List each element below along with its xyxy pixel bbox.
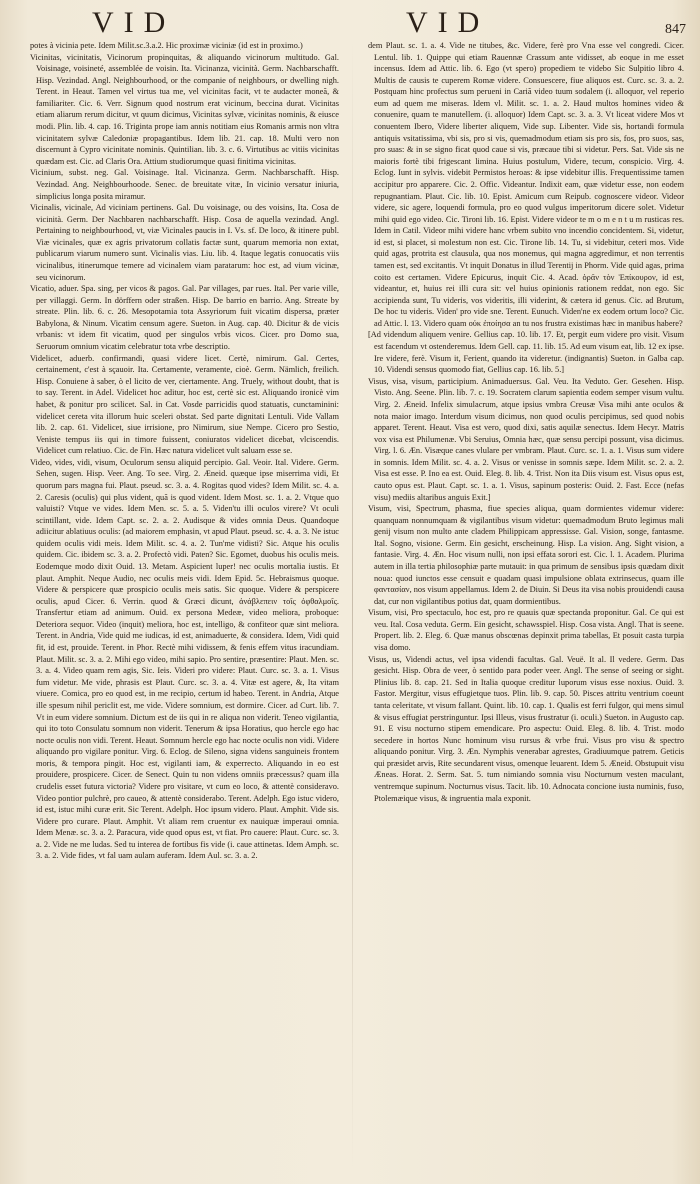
entry-paragraph: potes à vicinia pete. Idem Milit.sc.3.a.2. Hic proximæ viciniæ (id est in proximo.) [30, 41, 303, 50]
entry-paragraph: Vicinitas, vicinitatis, Vicinorum propinquitas, & aliquando vicinorum multitudo. Gal. Voisinage, voisineté, assemblée de voisin. Ita. Vicinanza, vicinità. Germ. Nachbarschafft. Hisp. Vezindad. Angl. Neighbourhood, or the companie of neighbours, or dwelling nigh. Terent. in Heaut. Tamen vel virtus tua me, vel vicinitas facit, vt te audacter moneã, & familiariter. Cic. 6. Verr. Signum quod nostrum erat vicinum, beccina durat. Vicinitas etiam aliarum rerum dicitur, vt quum dicimus, Vicinitas sylvæ, vicinitas nominis, & eiusce modi. Plin. lib. 4. cap. 16. Triginta prope iam annis notitiam eius Romanis armis non vltra vicinitatem sylvæ Caledoniæ propagantibus. Idem lib. 21. cap. 18. Multi vero non discernunt à Cypro vicinitate nominis. Quintilian. lib. 3. c. 6. Virtutibus ac vitiis vicinitas quædam est. Cic. ad Claris Ora. Attium studiorumque quasi finitima vicinitas. [30, 52, 339, 166]
entry-paragraph: Vicinalis, vicinale, Ad viciniam pertinens. Gal. Du voisinage, ou des voisins, Ita. Cosa de vicinità. Germ. Der Nachbaren nachbarschafft. Hisp. Cosa de aquella vezindad. Angl. Pertaining to neighbourhood, vt, viæ Vicinales paucis in I. Vs. sf. De loco, & itinere publ. Viæ vicinales, quæ ex agris privatorum collatis factæ sunt, quarum memoria non extat, publicarum viarum numero sunt. Vicinalis vias. Liu. lib. 4. Itaque legatis conuocatis viis vicinalibus, itinerumque temere ad vicinalem viam paratarum: hoc est, ad vium vicinæ, seu vicinorum. [30, 203, 339, 282]
entry-paragraph: Visum, visi, Spectrum, phasma, fiue species aliqua, quam dormientes videmur videre: quanquam nonnumquam & vigilantibus visum videtur: quemadmodum Bruto legimus mali genij visum non multo ante cladem Philippicam appressisse. Gal. Vision, songe, fantasme. Ital. Sogno, visione. Germ. Ein gesicht, erscheinung. Hisp. La vision. Ang. Sight vision, a fantasie. Virg. 4. Æn. Hoc visum nulli, non ipsi effata sorori est. Cic. l. 1. Academ. Plurima autem in illa tertia philosophiæ parte mutauit: in qua primum de sensibus ipsis quædam dixit noua: quod iunctos esse censuit e quadam quasi impulsione oblata extrinsecus, quam ille φαντασίαν, nos visum appellamus. Idem 2. de Diuin. Si Deus ita visa nobis prouidendi causa dat, cur non vigilantibus potius dat, quam dormientibus. [368, 504, 684, 606]
entry-paragraph: Vicatio, aduer. Spa. sing, per vicos & pagos. Gal. Par villages, par rues. Ital. Per varie ville, per villaggi. Germ. In dörffern oder straßen. Hisp. De barrio en barrio. Ang. Streate by streate. Plin. lib. 6. c. 26. Mesopotamia tota Assyriorum fuit vicatim dispersa, præter Babylona, & Ninum. Vicatim censum agere. Sueton. in Aug. cap. 40. Dicitur & de vicis vrbanis: vt idem fit vicatim, quod per singulos vrbis vicos. Cicer. pro Domo sua, Seruorum omnium vicatim celebratur tota vrbe descriptio. [30, 284, 339, 352]
entry-paragraph: dem Plaut. sc. 1. a. 4. Vide ne titubes, &c. Videre, ferè pro Vna esse vel congredi. Cicer. Lentul. lib. 1. Quippe qui etiam Rauennæ Crassum ante vidisset, ab eoque in me esset incensus. Idem ad Attic. lib. 6. Ego (vt spero) propediem te videbo Sic Sulpitio libro 4. Multis de causis te cuperem Romæ videre. Consuescere, fiue aliquos est. Curc. sc. 3. a. 2. Postquam hinc profectus sum perueni in Cariã video tuum sodalem (i. alloquor, vel reperio eum ad quem me miseras. Idem vl. Milit. sc. 1. a. 2. Haud multos homines video & conuenire, quam te manutellem. (i. alloquor) Idem Capt. sc. 3. a. 3. Vt liceat videre Mos vt conuentem Ibero, Videre liberter aliquem, Vide sup. Libenter. Vide sis, hortandi formula antiquis vsitatissima, vbi sis, pro si vis, quemadmodum etiam sis pro sis, fos, pro suos, sas, pro suas: & in se signo ficat quod caue si vis, præcaue tibi si videtur. Pers. Sat. Vide sis ne maioris fortè tibi frigescant limina. Huius postulum, Videre, tecum, conspicio. Virg. 4. Eclog. Iunt in sylvis. videbit Permistos heroas: & ipse videbitur illis. Frequentissime tamen accipitur pro apparere. Cic. 2. Offic. Videantur. Indixit eam, quæ videtur esse, non eodem repugnantiam. Plaut. Cic. lib. 10. Epist. Amicum cum Reipub. cognoscere videor. Videor videre, sic agere, loquendi formula, pro eo quod vulgus imperitorum dicere solet. Videtur mihi quid ego video. Cic. Tironi lib. 16. Epist. Videre videor te m o m e n t u m rusticas res. Idem in Catil. Videor mihi videre hanc vrbem subito vno incendio concidentem. Si, videtur, id est, si placet, si molestum non est. Cic. Tirone lib. 14. Tu, si videbitur, ceteri mos. Vide quid agas, protrita est clausula, qua nos monemus, qui magna aggredimur, et non terrentis tamen est, sed excitantis. Vt inquit Donatus in illud Terentij in Phorm. Vide quid agas, prima coito est certamen. Videre Epicurus, inquit Cic. 4. Acad. ὁρᾶν τὸν Ἐπίκουρον, id est, videantur, et, huius rei illi cura sit: vel huius opinionis rationem reddat, non ego. Sic accipienda sunt, Tu videris, vos videritis, illi viderint, & cætera id genus. Cic. ad Brutum, De hoc tu videris. Viden' pro vide sne. Terent. Eunuch. Viden'ne ex eodem ortum loco? Cic. ad Attic. l. 13. Videro quam οὐκ ἐποίησα an tu nos frustra existimas hæc in manibus habere? [368, 41, 684, 328]
entry-paragraph: Visus, us, Videndi actus, vel ipsa videndi facultas. Gal. Veuë. It al. Il vedere. Germ. Das gesicht. Hisp. Obra de veer, ò sentido para poder veer. Angl. The sense of seeing or sight. Plinius lib. 8. cap. 21. Sed in Italia quoque creditur luporum visus esse noxius. Ouid. 3. Fastor. Mergitur, visus effugietque tuos. Plin. lib. 9. cap. 50. Pisces attritu ventrium coeunt tanta celeritate, vt visum fallant. Quint. lib. 10. cap. 1. Qualis est ferri fulgor, qui mens simul & visus effugiat perstringuntur. Ipsi Illeus, visus frustratur (i. oculi.) Sueton. in Augusto cap. 91. E visu nocturno stipem emendicare. Pro aspectu: Ouid. Eleg. 8. lib. 4. Trist. modo secedere in hortos Nunc hominum visu rursus & vrbe frui. Visus pro visu & spectro aliquando ponitur. Virg. 3. Æn. Nymphis venerabar agrestes, Gradiuumque patrem. Geticis qui præsidet arvis, Rite secundarent visus, omenque leuarent. Idem 5. Æneid. Obstupuit visu Æneas. Horat. 2. Serm. Sat. 5. tum nimiando somnia visu Nocturnum vesten maculant, ventremque supinum. Nocturnus visus. Tacit. lib. 10. Adnocata concione iusta numinis, fuso, Ptolemæique visus, & ingruentia mala exponit. [368, 654, 684, 803]
running-head-left: VID [92, 6, 176, 39]
entry-paragraph: [Ad videndum aliquem venire. Gellius cap. 10. lib. 17. Et, pergit eum videre pro visit. Visum est facendum vt ostenderemus. Idem Gell. cap. 11. lib. 15. Ad eum visum eat, lib. 12 ex ipse. Ire videre, ferè. Visum it, Ferient, quando ita videretur. (indignantis) Sueton. in Galba cap. 10. Videndi sensus quomodo fiat, Gellius cap. 16. lib. 5.] [368, 330, 684, 375]
right-column [368, 40, 684, 1170]
column-gutter [352, 40, 353, 1170]
entry-paragraph: Visus, visa, visum, participium. Animaduersus. Gal. Veu. Ita Veduto. Ger. Gesehen. Hisp. Visto. Ang. Seene. Plin. lib. 7. c. 19. Socratem clarum sapientia eodem semper visum vultu. Virg. 2. Æneid. Infelix simulacrum, atque ipsius vmbra Creusæ Visa mihi ante oculos & nota maior imago. Interdum visum dicimus, non quod oculis percipimus, sed quod nobis apparet. Terent. Heaut. Visa est vero, quod dixi, satis aquilæ senectus. Idem Hecyr. Matris vox visa est Philumenæ. Vbi Seruius, Omnia hæc, quæ sensu percipi possunt, visa dicimus. Virg. l. 6. Æn. Visæque canes vlulare per vmbram. Plaut. Curc. sc. 1. a. 1. Visus sum videre in somnis. Idem Milit. sc. 4. a. 2. Visus or venisse in somnis sæpe. Idem Milit. sc. 2. a. 2. Visa est esse. P. Ino ea est. Ouid. Eleg. 8. lib. 4. Trist. Non ita Diis visum est. Visus opus est, cauto opus est. Plaut. Capt. sc. 1. a. 1. Visus, sapinum posteris: Ouid. 2. Fast. Ecce (nefas visu) mediis altaribus anguis Exit.] [368, 376, 684, 502]
left-column [30, 40, 339, 1170]
entry-paragraph: Visum, visi, Pro spectaculo, hoc est, pro re quauis quæ spectanda proponitur. Gal. Ce qui est veu. Ital. Cosa veduta. Germ. Ein gesicht, schawsspiel. Hisp. Cosa vista. Angl. That is seene. Propert. lib. 2. Eleg. 6. Quæ manus obscœnas depinxit prima tabellas, Et posuit casta turpia visa domo. [368, 608, 684, 653]
entry-paragraph: Vicinium, subst. neg. Gal. Voisinage. Ital. Vicinanza. Germ. Nachbarschafft. Hisp. Vezindad. Ang. Neighbourhoode. Senec. de breuitate vitæ, In vicinio versatur iniuria, simplicius longa posita miramur. [30, 168, 339, 201]
entry-paragraph: Video, vides, vidi, visum, Oculorum sensu aliquid percipio. Gal. Veoir. Ital. Videre. Germ. Sehen, sugen. Hisp. Veer. Ang. To see. Virg. 2. Æneid. quæque ipse miserrima vidi, Et quorum pars magna fui. Plaut. pseud. sc. 3. a. 4. Rogitas quod vides? Idem Milit. sc. 4. a. 2. Caresis (oculis) qui plus vident, quã is quod vident. Idem Most. sc. 1. a. 2. Vtque quo valuisti? Vtque ve vides. Idem Men. sc. 5. a. 5. Viden'tu illi oculos virere? Vt oculi scintillant, vide. Idem Capt. sc. 2. a. 2. Audisque & vides omnia Deus. Quandoque adiicitur ablatiuus oculis: (ad maiorem emphasin, vt apud Plaut. pseud. sc. 4. a. 3. Ne istuc quidem oculis vidi meis. Idem Milit. sc. 4. a. 2. Tun'me vidisti? Sic. Atque his oculis quidem. Cic. ibidem sc. 3. a. 2. Profectò vidi. Paten? Sic. Egomet, duobus his oculis meis. Eodemque modo dixit Ouid. 13. Metam. Aspicient luper! nec oculis mortalia iustis. Et plaut. Amphit. Neque Audio, nec oculis meis vidi. Idem Epid. 5c. Hebraismus quoque. Videre & perspicere quæ prospicio oculis meis satis. Sic quoque. Videre & perspicere oculis, apud Cicer. 6. Verrin. quod & Græci dicunt, ἀνάβλεπειν τοῖς ὀφθαλμοῖς. Transfertur etiam ad animum. Ouid. ex persona Medeæ, video meliora, proboque: Deteriora sequor. Video (inquit) meliora, hoc est, intelligo, & confiteor quæ sint meliora. Terent. in Andria, Vide quid me iudicas, id est, animaduerte, & considera. Idem, Vidi quid fit, id est, prouide. Terent. in Phor. Rectè mihi vidissem, & fenis effem vitus iracundiam. Plaut. Milit. sc. 3. a. 2. Mihi ego video, mihi sapio. Pro sentire, præsentire: Plaut. Men. sc. 3. a. 4. Video quam rem agis, Sic. Ieis. Videri pro videre: Plaut. Curc. sc. 3. a. 1. Visus fum videtur. Me vide, phrasis est Plaut. Curc. sc. 3. a. 4. Vitæ est agere, &, Ita vitam viuere. Comica, pro eo quod est, in me recipio, certum id habeo. Terent. in Andria, Atque ille spesum nihil periclit est, me vide. Videre somnium, est dormire. Cicer. ad Curt. lib. 7. Vt in eum videre somnium. Dictum est de iis qui in re aliqua non viderit. Teneo vigilantia, qui ito toto Consulatu somnum non viderit. Tenerum & ipsa Horatius, quo hercle ego hac nocte oculis non vidi. Terent. Heaut. Somnum hercle ego hac nocte oculis non vidi. Videre aliquando pro vigilare ponitur. Virg. 6. Eclog. de Sileno, signa videns sanguineis frontem moris, & tempora pingit. Hoc est, vigilanti iam, & experrecto. Aliquando in eo est prouidere, prospicere. Cicer. de Senect. Quin tu non videns omniis præcessus? quam illa crudelis esset futura victoria? Videre pro visitare, vt cum eo loco, & attentè consideravo. Video pontior pulchrè, pro caueo, & attentè considerabo. Terent. Adelph. Ego istuc videro, id est, istuc mihi curæ erit. Sic Terent. Adelph. Hoc ipsum videro. Plaut. Amphit. Vide sis. Videre pro curare. Plaut. Amphit. Vt aliam rem cruentur ex nauiquæ imperaui omnia. Idem Menæ. sc. 3. a. 2. Paracura, vide quod opus est, vt fiat. Pro cauere: Plaut. Curc. sc. 3. a. 2. Vide ne me ludas. Sed tu interea de fortibus fis vide (i. caue attinetas. Idem Amph. sc. 3. a. 2. Vide fides, vt fal uam aulam auferam. Idem Aul. sc. 3. a. 2. [30, 457, 339, 861]
entry-paragraph: Videlicet, aduerb. confirmandi, quasi videre licet. Certè, nimirum. Gal. Certes, certainement, c'est à sçauoir. Ita. Certamente, veramente, cioè. Germ. Nämlich, freilich. Hisp. Conuiene à saber, ò el licito de ver, ciertamente. Ang. Truely, without doubt, that is to say. Terent. in Adel. Videlicet hoc aditur, hoc est, certè sic est. Aliquando ironicè vim habet, & ponitur pro scilicet. Sal. in Cat. Vosde parricidis quod statuatis, cunctaminini: videlicet cereta vita illorum huic sceleri obstat. Sed parte dignitati Lentuli. Vide Vallam lib. 2. cap. 61. Videlicet, siue irrisione, pro Nimirum, siue Nempe. Cicero pro Sestio, Veniste tempus iis qui in timore fuissent, coniuratos videlicet dicebat, vlciscendis. Videlicet cum relatiuo. Cic. de Fin. Hæc natura videlicet vult saluam esse se. [30, 353, 339, 456]
page-number: 847 [665, 22, 686, 37]
running-head-right: VID [406, 6, 490, 39]
